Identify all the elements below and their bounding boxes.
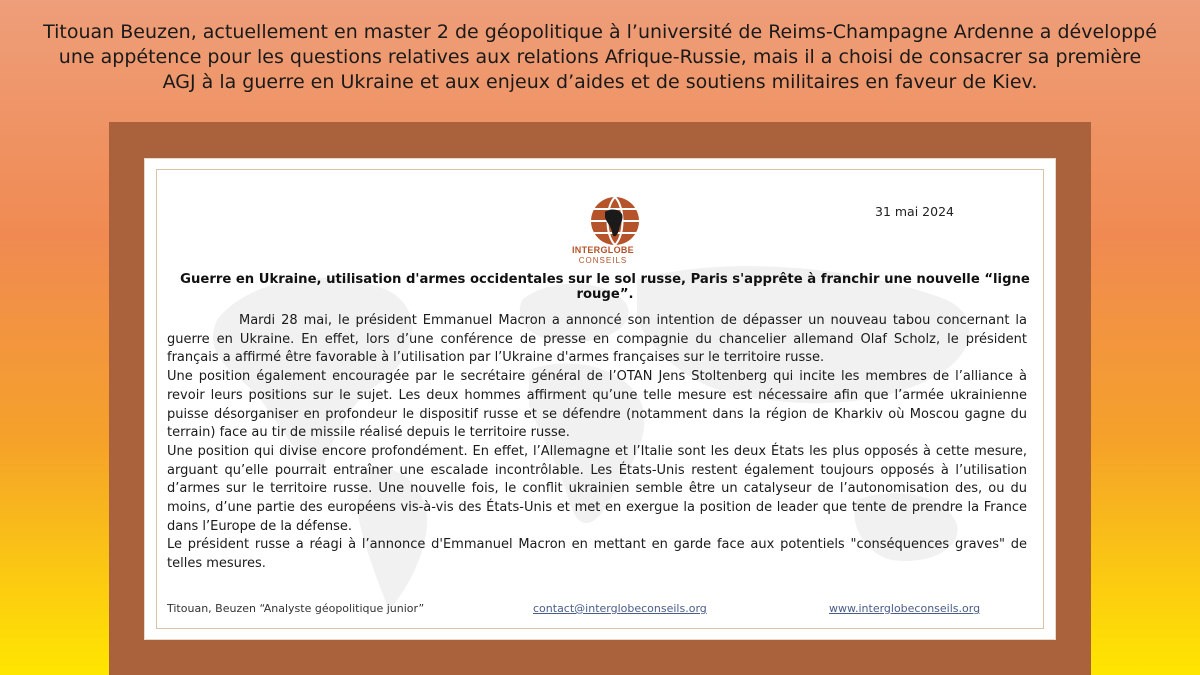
logo-wordmark: INTERGLOBE (571, 245, 634, 255)
logo-subtitle: CONSEILS (578, 256, 628, 265)
intro-caption: Titouan Beuzen, actuellement en master 2 de géopolitique à l’université de Reims-Champagne Ardenne a développé une appétence pour les questions relatives aux relations Afrique-Russie, mais il a choisi de consacrer sa première AGJ à la guerre en Ukraine et aux enjeux d’aides et de soutiens militaires en faveur de Kiev. (43, 21, 1157, 93)
press-document (144, 158, 1056, 640)
body-paragraph: Une position également encouragée par le secrétaire général de l’OTAN Jens Stoltenberg qui incite les membres de l’alliance à revoir leurs positions sur le sujet. Les deux hommes affirment qu’une telle mesure est nécessaire afin que l’armée ukrainienne puisse désorganiser en profondeur le dispositif russe et se défendre (notamment dans la région de Kharkiv où Moscou gagne du terrain) face au tir de missile réalisé depuis le territoire russe. (167, 369, 1027, 441)
footer-email-link[interactable]: contact@interglobeconseils.org (533, 602, 707, 615)
footer-website-link[interactable]: www.interglobeconseils.org (829, 602, 981, 615)
footer-author: Titouan, Beuzen “Analyste géopolitique junior” (167, 602, 425, 615)
body-paragraph: Mardi 28 mai, le président Emmanuel Macron a annoncé son intention de dépasser un nouveau tabou concernant la guerre en Ukraine. En effet, lors d’une conférence de presse en compagnie du chancelier allemand Olaf Scholz, le président français a affirmé être favorable à l’utilisation par l’Ukraine d'armes françaises sur le territoire russe. (167, 313, 1027, 366)
body-paragraph: Le président russe a réagi à l’annonce d'Emmanuel Macron en mettant en garde face aux potentiels "conséquences graves" de telles mesures. (167, 537, 1027, 572)
document-headline: Guerre en Ukraine, utilisation d'armes occidentales sur le sol russe, Paris s'apprête à franchir une nouvelle “ligne rouge”. (180, 272, 1030, 302)
document-body (167, 312, 1027, 574)
document-date: 31 mai 2024 (875, 204, 954, 219)
body-paragraph: Une position qui divise encore profondément. En effet, l’Allemagne et l’Italie sont les deux États les plus opposés à cette mesure, arguant qu’elle pourrait entraîner une escalade incontrôlable. Les États-Unis restent également toujours opposés à l’utilisation d’armes sur le territoire russe. Une nouvelle fois, le conflit ukrainien semble être un catalyseur de l’autonomisation des, ou du moins, d’une partie des européens vis-à-vis des États-Unis et met en exergue la position de leader que tente de prendre la France dans l’Europe de la défense. (167, 443, 1027, 534)
document-inner-border (156, 169, 1044, 629)
